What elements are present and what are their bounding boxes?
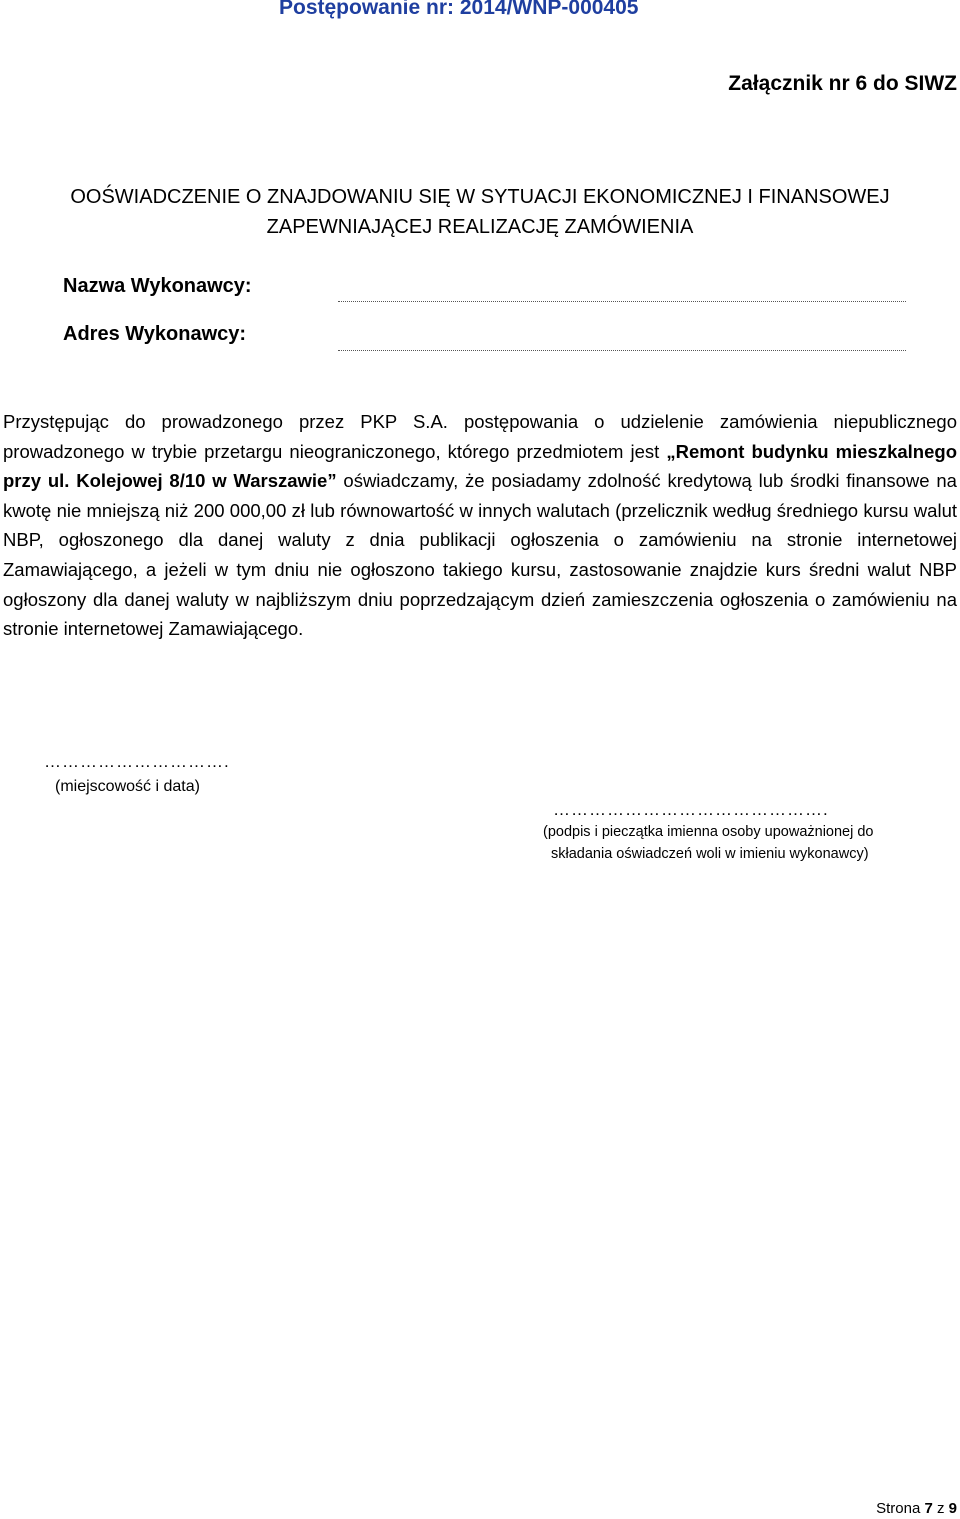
document-title-line-2: ZAPEWNIAJĄCEJ REALIZACJĘ ZAMÓWIENIA [266, 216, 694, 238]
place-date-label: (miejscowość i data) [55, 778, 200, 795]
contractor-address-field[interactable] [338, 350, 906, 351]
contractor-name-field[interactable] [338, 301, 906, 302]
page-number [876, 1500, 957, 1517]
header-title: Postępowanie nr: 2014/WNP-000405 [279, 0, 639, 19]
page-separator: z [936, 1500, 945, 1517]
declaration-paragraph [3, 407, 957, 644]
page-current: 7 [924, 1500, 933, 1517]
declaration-text-part-2: oświadczamy, że posiadamy zdolność kredytową lub środki finansowe na kwotę nie mniejszą niż 200 000,00 zł lub równowartość w innych walutach (przelicznik według średniego kursu walut NBP, ogłoszonego dla danej waluty z dnia publikacji ogłoszenia o zamówieniu na stronie internetowej Zamawiającego, a jeżeli w tym dniu nie ogłoszono takiego kursu, zastosowanie znajdzie kurs średni walut NBP ogłoszony dla danej waluty w najbliższym dniu poprzedzającym dzień zamieszczenia ogłoszenia o zamówieniu na stronie internetowej Zamawiającego. [3, 470, 957, 640]
contract-subject: „Remont budynku mieszkalnego przy ul. Kolejowej 8/10 w Warszawie” [3, 440, 957, 492]
signature-label-line-2: składania oświadczeń woli w imieniu wykonawcy) [551, 846, 869, 862]
contractor-address-label: Adres Wykonawcy: [63, 323, 247, 345]
declaration-text-part-1: Przystępując do prowadzonego przez PKP S.A. postępowania o udzielenie zamówienia niepublicznego prowadzonego w trybie przetargu nieograniczonego, którego przedmiotem jest [3, 411, 957, 462]
page-total: 9 [948, 1500, 957, 1517]
contractor-name-label: Nazwa Wykonawcy: [63, 275, 252, 297]
document-title-line-1: OOŚWIADCZENIE O ZNAJDOWANIU SIĘ W SYTUACJI EKONOMICZNEJ I FINANSOWEJ [70, 186, 890, 208]
signature-label-line-1: (podpis i pieczątka imienna osoby upoważnionej do [543, 824, 874, 840]
annex-label: Załącznik nr 6 do SIWZ [728, 72, 957, 95]
place-date-line: …………………………. [44, 752, 230, 771]
signature-line: ………………………………………. [553, 800, 829, 819]
page-prefix: Strona [876, 1500, 921, 1517]
